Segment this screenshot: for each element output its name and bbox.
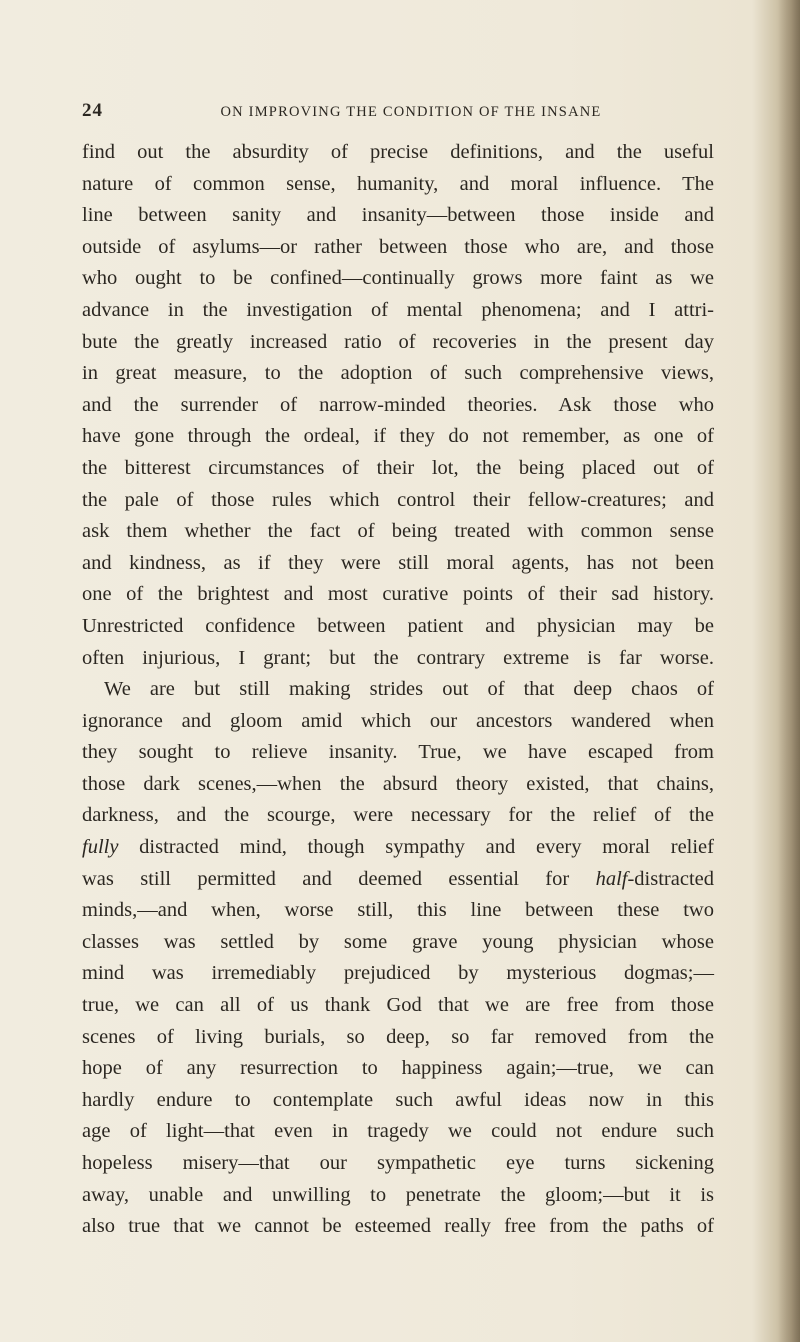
text-line: those dark scenes,—when the absurd theory existed, that chains, <box>82 772 714 795</box>
page-edge-shadow <box>778 0 800 1342</box>
italic-word-fully: fully <box>82 836 119 859</box>
text-line: classes was settled by some grave young physician whose <box>82 930 714 953</box>
text-line: in great measure, to the adoption of such comprehensive views, <box>82 362 714 385</box>
running-head: ON IMPROVING THE CONDITION OF THE INSANE <box>220 104 602 120</box>
text-line-start: was still permitted and deemed essential for <box>82 867 596 890</box>
text-line: the bitterest circumstances of their lot, the being placed out of <box>82 456 714 479</box>
text-line: hope of any resurrection to happiness again;—true, we can <box>82 1057 714 1080</box>
text-line: We are but still making strides out of that deep chaos of <box>104 678 714 701</box>
text-line: ignorance and gloom amid which our ancestors wandered when <box>82 709 714 732</box>
text-line <box>82 864 714 896</box>
text-line: mind was irremediably prejudiced by mysterious dogmas;— <box>82 962 714 985</box>
text-line: often injurious, I grant; but the contrary extreme is far worse. <box>82 646 714 669</box>
text-line: who ought to be confined—continually grows more faint as we <box>82 267 714 290</box>
text-line <box>82 832 714 864</box>
text-line: ask them whether the fact of being treated with common sense <box>82 520 714 543</box>
text-line: scenes of living burials, so deep, so far removed from the <box>82 1025 714 1048</box>
text-line: outside of asylums—or rather between those who are, and those <box>82 235 714 258</box>
text-line: they sought to relieve insanity. True, we have escaped from <box>82 741 714 764</box>
text-line: bute the greatly increased ratio of recoveries in the present day <box>82 330 714 353</box>
text-line: nature of common sense, humanity, and moral influence. The <box>82 172 714 195</box>
text-line: hardly endure to contemplate such awful ideas now in this <box>82 1088 714 1111</box>
text-line: find out the absurdity of precise definitions, and the useful <box>82 141 714 163</box>
text-line: the pale of those rules which control their fellow-creatures; and <box>82 488 714 511</box>
text-line: hopeless misery—that our sympathetic eye turns sickening <box>82 1152 714 1174</box>
text-line-rest: distracted mind, though sympathy and every moral relief <box>118 836 714 859</box>
text-line: minds,—and when, worse still, this line between these two <box>82 899 714 922</box>
text-line-rest: -distracted <box>627 867 714 890</box>
text-line: Unrestricted confidence between patient and physician may be <box>82 614 714 637</box>
text-line: and kindness, as if they were still moral agents, has not been <box>82 551 714 574</box>
text-line: age of light—that even in tragedy we could not endure such <box>82 1120 714 1143</box>
page-header <box>82 100 714 130</box>
text-line: away, unable and unwilling to penetrate the gloom;—but it is <box>82 1183 714 1206</box>
text-line: have gone through the ordeal, if they do not remember, as one of <box>82 425 714 448</box>
text-line: one of the brightest and most curative points of their sad history. <box>82 583 714 606</box>
text-line: true, we can all of us thank God that we are free from those <box>82 994 714 1017</box>
body-text <box>82 137 714 1243</box>
page-number: 24 <box>82 100 103 121</box>
text-line: line between sanity and insanity—between those inside and <box>82 204 714 227</box>
text-line: and the surrender of narrow-minded theories. Ask those who <box>82 393 714 416</box>
italic-word-half: half <box>595 867 628 890</box>
text-line: darkness, and the scourge, were necessary for the relief of the <box>82 804 714 827</box>
text-line: also true that we cannot be esteemed really free from the paths of <box>82 1215 714 1238</box>
text-line: advance in the investigation of mental phenomena; and I attri- <box>82 298 714 321</box>
